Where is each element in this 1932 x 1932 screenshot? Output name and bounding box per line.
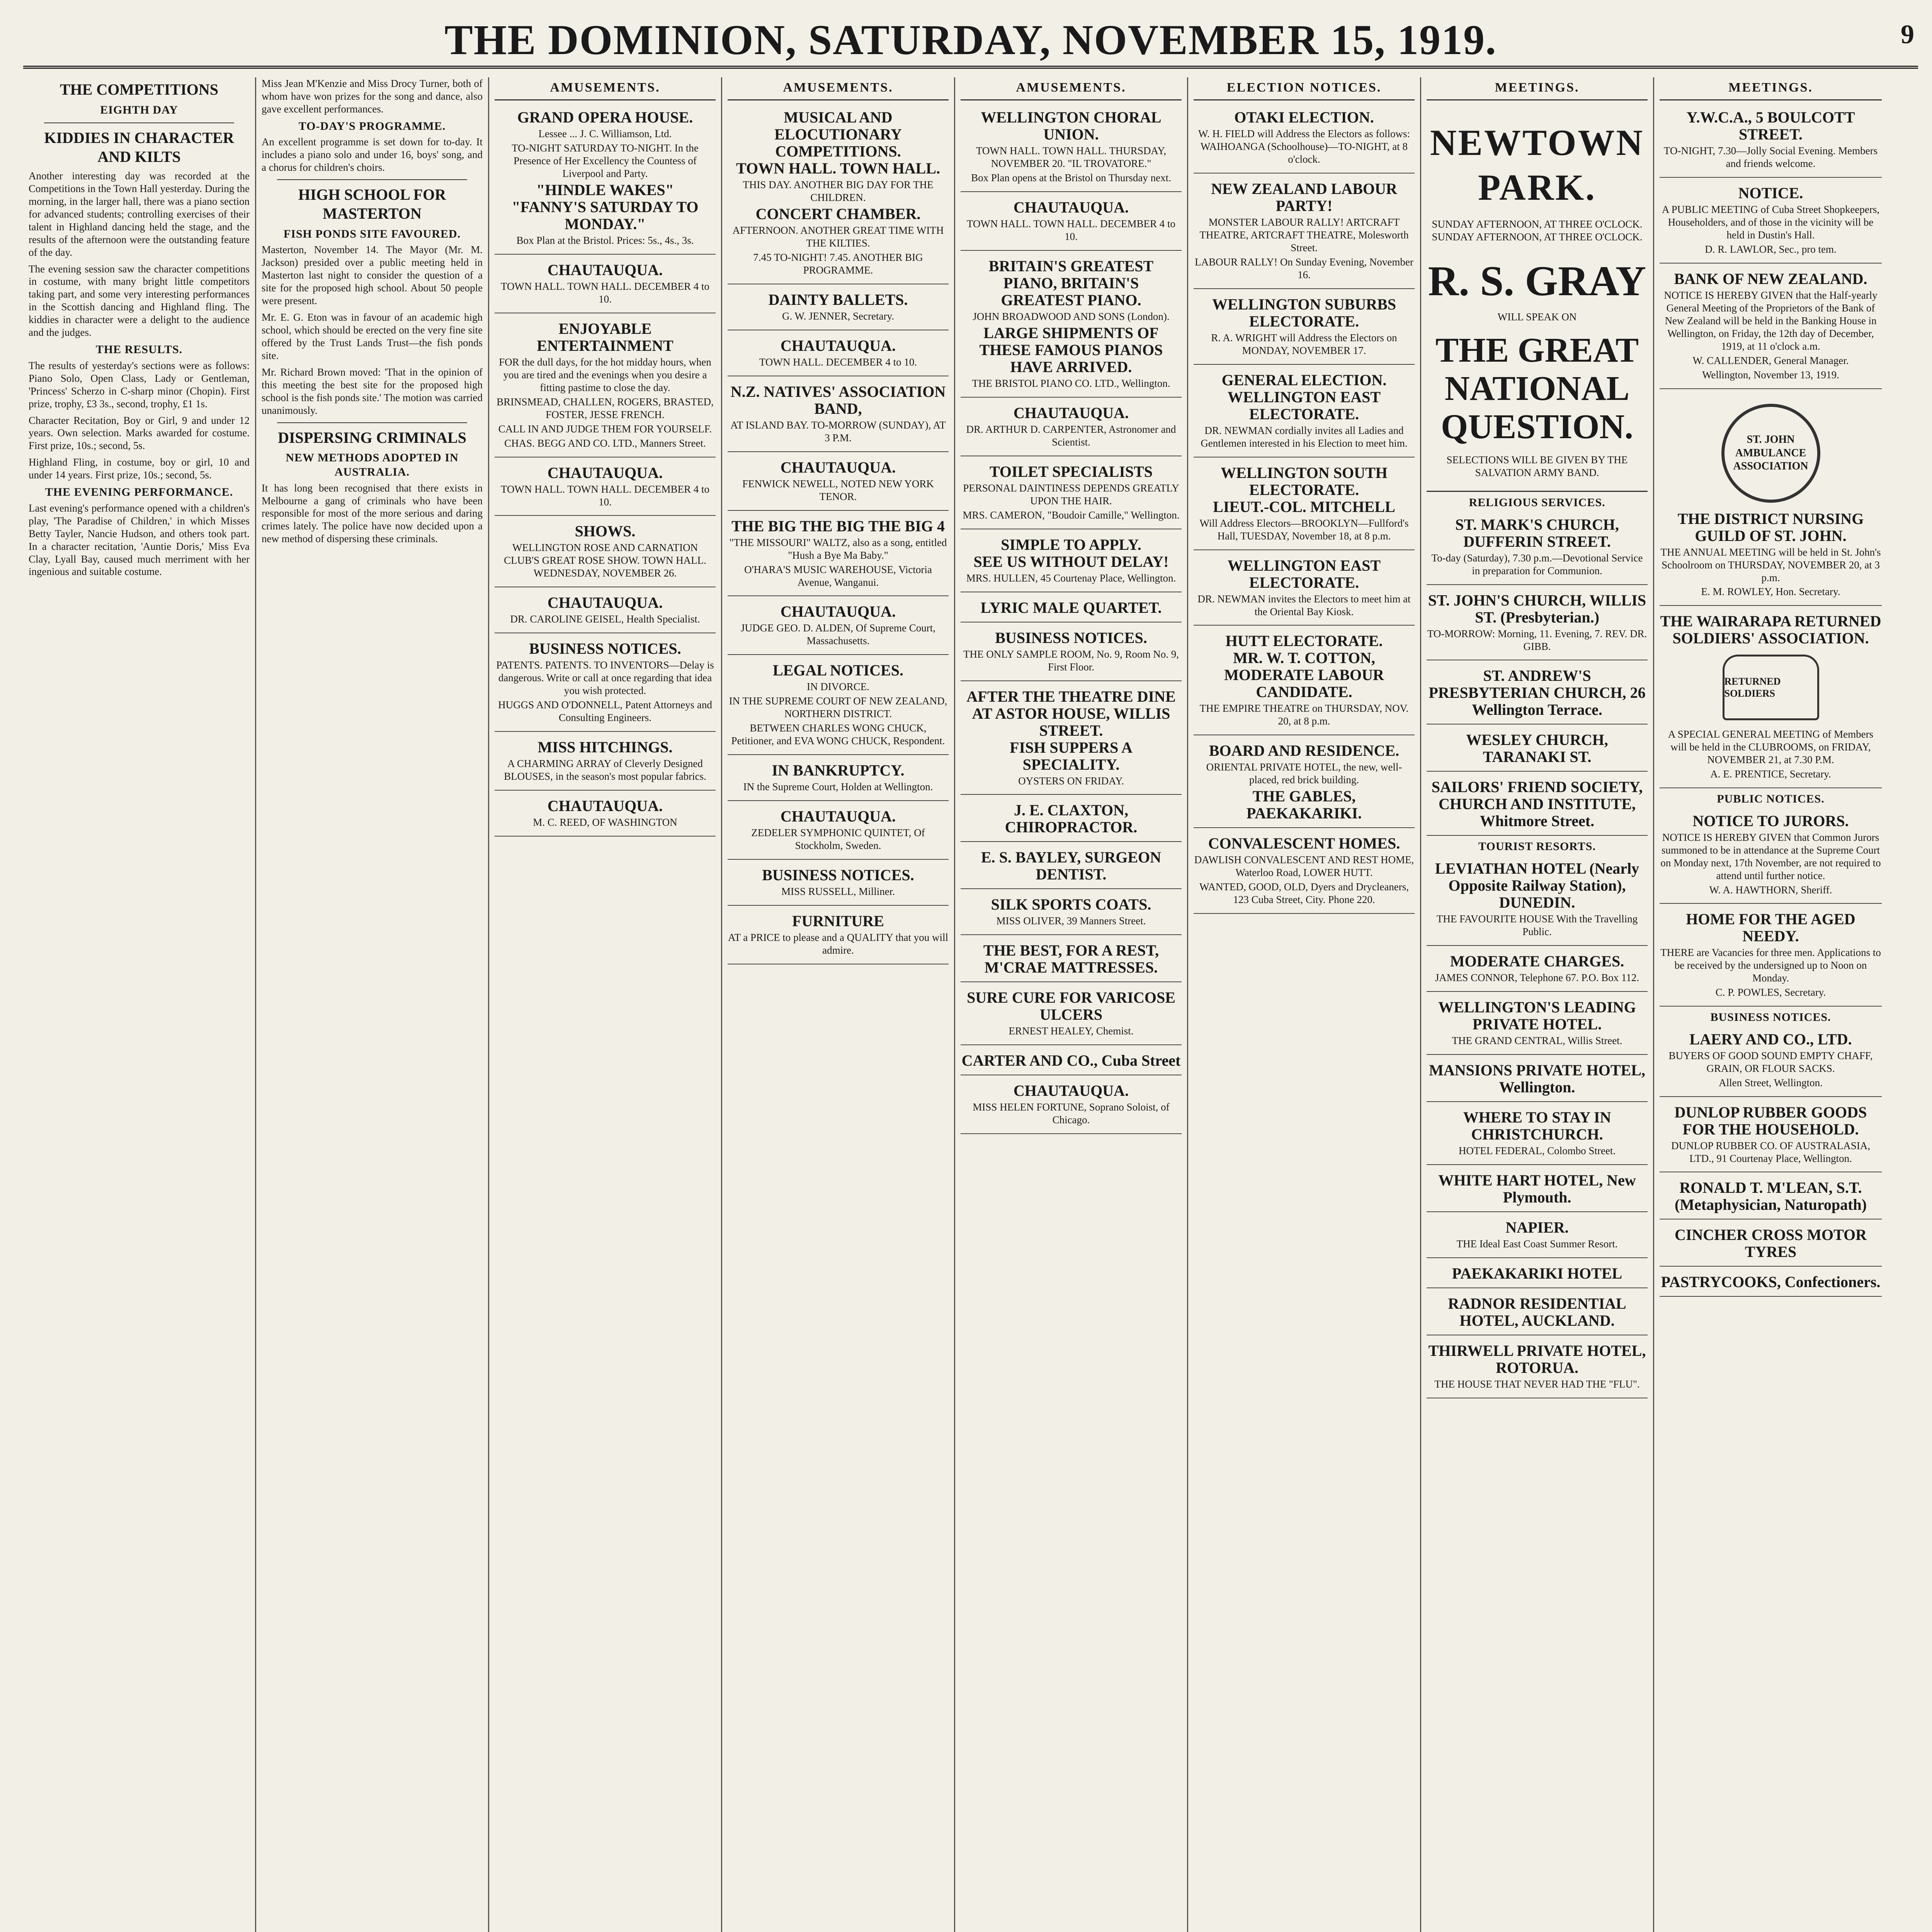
advertisement — [1427, 1168, 1648, 1212]
advertisement — [1427, 728, 1648, 772]
ad-text: PATENTS. PATENTS. TO INVENTORS—Delay is dangerous. Write or call at once regarding that idea you wish protected. — [496, 659, 714, 697]
ad-title: LAERY AND CO., LTD. — [1689, 1030, 1852, 1048]
article-subheading: FISH PONDS SITE FAVOURED. — [283, 227, 461, 240]
ad-title: WELLINGTON EAST ELECTORATE. — [1227, 556, 1381, 591]
advertisement — [1194, 177, 1415, 289]
ad-text: 7.45 TO-NIGHT! 7.45. ANOTHER BIG PROGRAMME. — [753, 252, 923, 276]
ad-text: A CHARMING ARRAY of Cleverly Designed BLOUSES, in the season's most popular fabrics. — [504, 757, 706, 782]
ad-title: CHAUTAUQUA. — [1013, 1082, 1129, 1100]
ad-title: CHAUTAUQUA. — [1013, 404, 1129, 422]
advertisement — [1660, 1223, 1882, 1267]
column-heading: MEETINGS. — [1660, 77, 1882, 100]
ad-text: TOWN HALL. DECEMBER 4 to 10. — [759, 356, 917, 368]
advertisement — [495, 794, 716, 837]
ad-text: O'HARA'S MUSIC WAREHOUSE, Victoria Avenue, Wanganui. — [744, 563, 932, 588]
advertisement — [728, 909, 949, 964]
section-heading: PUBLIC NOTICES. — [1717, 793, 1825, 806]
ad-text: DR. NEWMAN invites the Electors to meet him at the Oriental Bay Kiosk. — [1197, 593, 1411, 617]
ad-title: PASTRYCOOKS, Confectioners. — [1661, 1273, 1881, 1291]
ad-text: MISS OLIVER, 39 Manners Street. — [996, 915, 1146, 927]
ad-text: Allen Street, Wellington. — [1719, 1077, 1823, 1088]
advertisement — [728, 455, 949, 511]
ad-title: CHAUTAUQUA. — [780, 458, 896, 476]
masthead-title: THE DOMINION, SATURDAY, NOVEMBER 15, 1919. — [444, 16, 1497, 63]
st-john-badge-icon — [1721, 404, 1820, 503]
advertisement — [728, 333, 949, 376]
ad-text: WANTED, GOOD, OLD, Dyers and Drycleaners, 123 Cuba Street, City. Phone 220. — [1199, 881, 1409, 906]
ad-text: THE GRAND CENTRAL, Willis Street. — [1452, 1034, 1622, 1046]
ad-text: D. R. LAWLOR, Sec., pro tem. — [1705, 243, 1837, 255]
article-title: DISPERSING CRIMINALS — [278, 429, 466, 446]
advertisement — [1427, 1338, 1648, 1398]
advertisement — [961, 1048, 1182, 1075]
ad-text: AT ISLAND BAY. TO-MORROW (SUNDAY), AT 3 P.M. — [730, 419, 946, 444]
ad-title: BOARD AND RESIDENCE. — [1209, 742, 1400, 760]
ad-text: MRS. HULLEN, 45 Courtenay Place, Wellington. — [966, 572, 1176, 584]
advertisement — [495, 316, 716, 457]
ad-text: DR. CAROLINE GEISEL, Health Specialist. — [510, 613, 700, 625]
ad-title: ST. ANDREW'S PRESBYTERIAN CHURCH, 26 Wellington Terrace. — [1429, 667, 1646, 719]
advertisement — [1194, 831, 1415, 914]
advertisement — [1660, 1100, 1882, 1173]
advertisement — [495, 258, 716, 313]
advertisement — [1660, 1027, 1882, 1097]
article-subheading: THE RESULTS. — [95, 343, 183, 356]
ad-title: FURNITURE — [792, 912, 884, 930]
ad-text: SELECTIONS WILL BE GIVEN BY THE SALVATION ARMY BAND. — [1446, 454, 1628, 479]
ad-text: Lessee ... J. C. Williamson, Ltd. — [538, 128, 672, 140]
ad-title: WHERE TO STAY IN CHRISTCHURCH. — [1463, 1108, 1611, 1143]
ad-text: THE ANNUAL MEETING will be held in St. John's Schoolroom on THURSDAY, NOVEMBER 20, at 3 p.m. — [1660, 546, 1881, 583]
advertisement — [1660, 1175, 1882, 1219]
ad-text: THE EMPIRE THEATRE on THURSDAY, NOV. 20, at 8 p.m. — [1199, 702, 1409, 727]
ad-text: TOWN HALL. TOWN HALL. DECEMBER 4 to 10. — [501, 483, 709, 508]
ad-text: NOTICE IS HEREBY GIVEN that the Half-yearly General Meeting of the Proprietors of the Bank of New Zealand will be held in the Banking House in Wellington, on Friday, the 12th day of December, 1919, at 11 o'clock a.m. — [1664, 289, 1878, 352]
advertisement — [961, 105, 1182, 192]
ad-text: To-day (Saturday), 7.30 p.m.—Devotional Service in preparation for Communion. — [1431, 552, 1643, 577]
divider — [277, 179, 467, 180]
ad-title: SURE CURE FOR VARICOSE ULCERS — [967, 989, 1175, 1024]
advertisement — [728, 758, 949, 801]
ad-text: W. A. HAWTHORN, Sheriff. — [1709, 884, 1832, 896]
advertisement — [961, 985, 1182, 1045]
ad-text: IN the Supreme Court, Holden at Wellington. — [743, 781, 933, 793]
advertisement — [961, 684, 1182, 795]
ad-title: CHAUTAUQUA. — [1013, 199, 1129, 216]
advertisement — [1660, 907, 1882, 1007]
ad-title: THE DISTRICT NURSING GUILD OF ST. JOHN. — [1677, 510, 1864, 544]
advertisement — [1660, 181, 1882, 264]
advertisement — [1660, 609, 1882, 788]
ad-title: N.Z. NATIVES' ASSOCIATION BAND, — [730, 383, 946, 417]
ad-title: SHOWS. — [575, 522, 636, 540]
ad-text: BRINSMEAD, CHALLEN, ROGERS, BRASTED, FOSTER, JESSE FRENCH. — [497, 396, 714, 420]
ad-text: HOTEL FEDERAL, Colombo Street. — [1458, 1145, 1616, 1156]
article-title: HIGH SCHOOL FOR MASTERTON — [298, 186, 446, 223]
columns — [23, 77, 1918, 1932]
advertisement — [1660, 267, 1882, 389]
ad-text: SUNDAY AFTERNOON, AT THREE O'CLOCK. — [1432, 218, 1643, 230]
ad-text: FOR the dull days, for the hot midday hours, when you are tired and the evenings when you desire a fitting pastime to close the day. — [499, 356, 711, 393]
advertisement — [1427, 1058, 1648, 1102]
advertisement — [1427, 1105, 1648, 1165]
ad-text: ERNEST HEALEY, Chemist. — [1009, 1025, 1134, 1037]
ad-text: W. H. FIELD will Address the Electors as follows: WAIHOANGA (Schoolhouse)—TO-NIGHT, at 8 o'clock. — [1198, 128, 1410, 165]
advertisement — [961, 845, 1182, 889]
meeting-advertisement — [1427, 105, 1648, 492]
column-5 — [955, 77, 1188, 1932]
ad-title: LEVIATHAN HOTEL (Nearly Opposite Railway Station), DUNEDIN. — [1435, 860, 1639, 912]
advertisement — [495, 519, 716, 587]
advertisement — [728, 514, 949, 597]
ad-title: "FANNY'S SATURDAY TO MONDAY." — [512, 198, 699, 233]
section-subheading: EIGHTH DAY — [100, 103, 178, 116]
ad-title: WELLINGTON SUBURBS ELECTORATE. — [1212, 295, 1396, 330]
ad-text: THE Ideal East Coast Summer Resort. — [1456, 1238, 1618, 1250]
ad-title: CINCHER CROSS MOTOR TYRES — [1674, 1226, 1867, 1261]
advertisement — [1194, 292, 1415, 365]
ad-text: IN THE SUPREME COURT OF NEW ZEALAND, NORTHERN DISTRICT. — [729, 695, 947, 720]
ad-title: OTAKI ELECTION. — [1234, 109, 1374, 126]
ad-text: JAMES CONNOR, Telephone 67. P.O. Box 112. — [1435, 971, 1639, 983]
ad-title: CONCERT CHAMBER. — [755, 205, 921, 223]
ad-title: BUSINESS NOTICES. — [762, 866, 914, 884]
ad-text: Wellington, November 13, 1919. — [1702, 369, 1839, 381]
ad-text: THE BRISTOL PIANO CO. LTD., Wellington. — [972, 378, 1170, 389]
column-heading: MEETINGS. — [1427, 77, 1648, 100]
ad-title: NOTICE TO JURORS. — [1692, 812, 1849, 830]
advertisement — [961, 1078, 1182, 1134]
ad-title: SIMPLE TO APPLY. — [1001, 536, 1141, 553]
article-paragraph: Mr. E. G. Eton was in favour of an academic high school, which should be erected on the very fine site offered by the Trust Lands Trust—the fish ponds site. — [262, 311, 483, 361]
advertisement — [728, 379, 949, 452]
ad-title: THE BEST, FOR A REST, M'CRAE MATTRESSES. — [983, 942, 1159, 976]
ad-title: TOILET SPECIALISTS — [989, 463, 1153, 480]
article-subheading: THE EVENING PERFORMANCE. — [45, 486, 233, 499]
ad-text: TO-MORROW: Morning, 11. Evening, 7. REV. DR. GIBB. — [1427, 628, 1647, 652]
advertisement — [495, 590, 716, 633]
ad-title: CHAUTAUQUA. — [547, 261, 663, 279]
column-4 — [722, 77, 955, 1932]
ad-title: GENERAL ELECTION. — [1221, 371, 1387, 389]
ad-text: WELLINGTON ROSE AND CARNATION CLUB'S GREAT ROSE SHOW. TOWN HALL. WEDNESDAY, NOVEMBER 26. — [504, 542, 706, 579]
advertisement — [1194, 553, 1415, 626]
speaker-name: R. S. GRAY — [1428, 257, 1646, 305]
ad-title: CONVALESCENT HOMES. — [1208, 835, 1400, 852]
section-heading: TOURIST RESORTS. — [1478, 840, 1596, 853]
ad-title: NOTICE. — [1738, 184, 1803, 202]
ad-title: WELLINGTON EAST ELECTORATE. — [1227, 388, 1381, 423]
advertisement — [1427, 512, 1648, 585]
ad-text: "THE MISSOURI" WALTZ, also as a song, entitled "Hush a Bye Ma Baby." — [729, 536, 947, 561]
advertisement — [961, 532, 1182, 592]
ad-title: CHAUTAUQUA. — [547, 594, 663, 612]
advertisement — [495, 636, 716, 732]
article-title: KIDDIES IN CHARACTER AND KILTS — [44, 129, 234, 166]
column-1 — [23, 77, 256, 1932]
advertisement — [1660, 392, 1882, 606]
ad-text: MISS HELEN FORTUNE, Soprano Soloist, of Chicago. — [973, 1101, 1170, 1126]
ad-text: ZEDELER SYMPHONIC QUINTET, Of Stockholm, Sweden. — [751, 827, 925, 851]
ad-text: BUYERS OF GOOD SOUND EMPTY CHAFF, GRAIN, OR FLOUR SACKS. — [1668, 1049, 1873, 1074]
ad-title: SILK SPORTS COATS. — [991, 896, 1151, 913]
ad-title: "HINDLE WAKES" — [536, 181, 674, 199]
advertisement — [961, 254, 1182, 398]
ad-title: WELLINGTON SOUTH ELECTORATE. — [1221, 464, 1388, 498]
ad-title: BRITAIN'S GREATEST PIANO, BRITAIN'S GREATEST PIANO. — [988, 257, 1154, 309]
ad-text: THE HOUSE THAT NEVER HAD THE "FLU". — [1434, 1378, 1640, 1390]
ad-title: BANK OF NEW ZEALAND. — [1674, 270, 1867, 288]
article-paragraph: Mr. Richard Brown moved: 'That in the opinion of this meeting the best site for the proposed high school is the fish ponds site.' The motion was carried unanimously. — [262, 366, 483, 416]
ad-title: THE WAIRARAPA RETURNED SOLDIERS' ASSOCIATION. — [1660, 612, 1881, 647]
ad-text: PERSONAL DAINTINESS DEPENDS GREATLY UPON THE HAIR. — [963, 482, 1179, 507]
ad-title: DUNLOP RUBBER GOODS FOR THE HOUSEHOLD. — [1674, 1103, 1867, 1138]
article-subheading: NEW METHODS ADOPTED IN AUSTRALIA. — [286, 451, 459, 478]
column-heading: AMUSEMENTS. — [495, 77, 716, 100]
ad-title: Y.W.C.A., 5 BOULCOTT STREET. — [1686, 109, 1855, 143]
ad-title: CARTER AND CO., Cuba Street — [961, 1052, 1181, 1070]
ad-title: THE GABLES, PAEKAKARIKI. — [1246, 787, 1362, 822]
advertisement — [961, 459, 1182, 529]
ad-title: E. S. BAYLEY, SURGEON DENTIST. — [981, 849, 1162, 883]
ad-title: LIEUT.-COL. MITCHELL — [1213, 498, 1395, 515]
ad-title: NEW ZEALAND LABOUR PARTY! — [1211, 180, 1397, 215]
divider — [44, 122, 234, 123]
advertisement — [495, 735, 716, 791]
ad-text: THE FAVOURITE HOUSE With the Travelling Public. — [1436, 913, 1638, 937]
advertisement — [1427, 1215, 1648, 1258]
ad-text: OYSTERS ON FRIDAY. — [1018, 775, 1124, 787]
advertisement — [728, 804, 949, 860]
advertisement — [728, 287, 949, 330]
divider — [277, 422, 467, 423]
column-heading: ELECTION NOTICES. — [1194, 77, 1415, 100]
ad-title: SAILORS' FRIEND SOCIETY, CHURCH AND INSTITUTE, Whitmore Street. — [1431, 778, 1643, 830]
ad-text: IN DIVORCE. — [807, 681, 869, 693]
ad-title: MANSIONS PRIVATE HOTEL, Wellington. — [1429, 1061, 1645, 1096]
ad-title: CHAUTAUQUA. — [780, 603, 896, 621]
ad-title: BUSINESS NOTICES. — [529, 640, 681, 658]
advertisement — [1194, 105, 1415, 173]
ad-title: PAEKAKARIKI HOTEL — [1452, 1264, 1622, 1282]
ad-text: A. E. PRENTICE, Secretary. — [1710, 768, 1831, 780]
ad-text: CALL IN AND JUDGE THEM FOR YOURSELF. — [498, 423, 712, 435]
advertisement — [1194, 738, 1415, 828]
article-paragraph: Last evening's performance opened with a children's play, 'The Paradise of Children,' in which Misses Betty Tayler, Nancie Hudson, and others took part. In a character recitation, 'Auntie Doris,' Miss Eva Clay, Lyall Bay, caused much merriment with her ingenious and suitable costume. — [29, 502, 250, 578]
ad-text: THE ONLY SAMPLE ROOM, No. 9, Room No. 9, First Floor. — [963, 648, 1179, 673]
ad-title: LYRIC MALE QUARTET. — [980, 599, 1162, 616]
section-heading: BUSINESS NOTICES. — [1710, 1011, 1831, 1024]
ad-title: RADNOR RESIDENTIAL HOTEL, AUCKLAND. — [1448, 1294, 1626, 1329]
ad-title: LARGE SHIPMENTS OF THESE FAMOUS PIANOS HAVE ARRIVED. — [979, 324, 1163, 376]
ad-title: CHAUTAUQUA. — [547, 797, 663, 815]
column-2 — [256, 77, 489, 1932]
ad-text: TOWN HALL. TOWN HALL. THURSDAY, NOVEMBER 20. "IL TROVATORE." — [976, 145, 1167, 170]
article-paragraph: Highland Fling, in costume, boy or girl, 10 and under 14 years. First prize, 10s.; second, 5s. — [29, 456, 250, 481]
ad-title: ST. JOHN'S CHURCH, WILLIS ST. (Presbyterian.) — [1428, 591, 1646, 626]
ad-title: HOME FOR THE AGED NEEDY. — [1686, 910, 1855, 945]
ad-title: GRAND OPERA HOUSE. — [517, 109, 693, 126]
ad-title: FISH SUPPERS A SPECIALITY. — [1010, 738, 1133, 773]
ad-title: WELLINGTON CHORAL UNION. — [981, 109, 1162, 143]
ad-text: THIS DAY. ANOTHER BIG DAY FOR THE CHILDREN. — [743, 179, 934, 204]
article-paragraph: Masterton, November 14. The Mayor (Mr. M. Jackson) presided over a public meeting held in Masterton last night to consider the question of a site for the proposed high school. About 50 people were present. — [262, 244, 483, 307]
masthead — [23, 12, 1918, 69]
section-heading: THE COMPETITIONS — [60, 81, 219, 98]
advertisement — [1660, 809, 1882, 904]
ad-text: AFTERNOON. ANOTHER GREAT TIME WITH THE KILTIES. — [732, 224, 944, 249]
ad-text: G. W. JENNER, Secretary. — [782, 310, 894, 322]
ad-text: THERE are Vacancies for three men. Applications to be received by the undersigned up to Noon on Monday. — [1660, 947, 1881, 984]
ad-title: TOWN HALL. TOWN HALL. — [736, 160, 940, 177]
advertisement — [1427, 588, 1648, 661]
ad-title: WHITE HART HOTEL, New Plymouth. — [1438, 1171, 1636, 1206]
ad-text: FENWICK NEWELL, NOTED NEW YORK TENOR. — [742, 478, 934, 502]
ad-text: CHAS. BEGG AND CO. LTD., Manners Street. — [504, 437, 706, 449]
ad-title: HUTT ELECTORATE. — [1225, 632, 1383, 650]
ad-text: ORIENTAL PRIVATE HOTEL, the new, well-placed, red brick building. — [1206, 761, 1402, 786]
advertisement — [1427, 856, 1648, 946]
ad-text: BETWEEN CHARLES WONG CHUCK, Petitioner, and EVA WONG CHUCK, Respondent. — [731, 722, 945, 747]
advertisement — [1427, 995, 1648, 1055]
advertisement — [728, 105, 949, 284]
ad-title: THE GREAT NATIONAL QUESTION. — [1435, 331, 1639, 446]
article-subheading: TO-DAY'S PROGRAMME. — [298, 119, 446, 133]
ad-title: AFTER THE THEATRE DINE AT ASTOR HOUSE, WILLIS STREET. — [966, 687, 1176, 739]
advertisement — [961, 401, 1182, 456]
advertisement — [728, 863, 949, 906]
ad-title: RONALD T. M'LEAN, S.T. (Metaphysician, Naturopath) — [1674, 1179, 1867, 1214]
ad-title: CHAUTAUQUA. — [547, 464, 663, 481]
ad-title: MR. W. T. COTTON, MODERATE LABOUR CANDIDATE. — [1224, 649, 1384, 701]
section-heading: RELIGIOUS SERVICES. — [1469, 496, 1605, 509]
ad-title: SEE US WITHOUT DELAY! — [973, 553, 1169, 570]
article-paragraph: Another interesting day was recorded at the Competitions in the Town Hall yesterday. During the morning, in the larger hall, there was a piano section for advanced students; controlling exercises of their talent in Highland dancing held the stage, and the results of the afternoon were the outstanding feature of the day. — [29, 170, 250, 258]
ad-text: DUNLOP RUBBER CO. OF AUSTRALASIA, LTD., 91 Courtenay Place, Wellington. — [1671, 1139, 1871, 1164]
ad-text: JUDGE GEO. D. ALDEN, Of Supreme Court, Massachusetts. — [741, 622, 935, 647]
advertisement — [961, 595, 1182, 622]
ad-text: R. A. WRIGHT will Address the Electors on MONDAY, NOVEMBER 17. — [1211, 332, 1397, 356]
ad-title: ENJOYABLE ENTERTAINMENT — [537, 320, 673, 355]
ad-text: TOWN HALL. TOWN HALL. DECEMBER 4 to 10. — [501, 281, 709, 305]
ad-text: DAWLISH CONVALESCENT AND REST HOME, Waterloo Road, LOWER HUTT. — [1194, 854, 1414, 879]
advertisement — [961, 798, 1182, 842]
advertisement — [1427, 663, 1648, 724]
ad-title: MUSICAL AND ELOCUTIONARY COMPETITIONS. — [774, 109, 902, 160]
advertisement — [1194, 629, 1415, 735]
ad-text: Box Plan at the Bristol. Prices: 5s., 4s., 3s. — [516, 235, 694, 247]
ad-title: CHAUTAUQUA. — [780, 337, 896, 355]
ad-title: IN BANKRUPTCY. — [772, 762, 905, 779]
advertisement — [1427, 949, 1648, 992]
ad-title: THE BIG THE BIG THE BIG 4 — [731, 517, 945, 535]
advertisement — [495, 461, 716, 516]
ad-text: MISS RUSSELL, Milliner. — [781, 885, 895, 897]
column-heading: AMUSEMENTS. — [728, 77, 949, 100]
ad-text: Will Address Electors—BROOKLYN—Fullford's Hall, TUESDAY, November 18, at 8 p.m. — [1199, 517, 1409, 542]
ad-text: M. C. REED, OF WASHINGTON — [533, 816, 677, 828]
badge-text: ST. JOHN AMBULANCE ASSOCIATION — [1733, 434, 1808, 472]
column-8 — [1654, 77, 1887, 1932]
ad-title: MISS HITCHINGS. — [537, 738, 673, 756]
ad-text: DR. ARTHUR D. CARPENTER, Astronomer and Scientist. — [966, 423, 1176, 448]
ad-title: BUSINESS NOTICES. — [995, 629, 1147, 646]
ad-text: JOHN BROADWOOD AND SONS (London). — [973, 311, 1170, 323]
advertisement — [961, 938, 1182, 982]
ad-text: E. M. ROWLEY, Hon. Secretary. — [1701, 586, 1840, 598]
page-number: 9 — [1901, 20, 1914, 49]
column-3 — [489, 77, 722, 1932]
ad-text: TOWN HALL. TOWN HALL. DECEMBER 4 to 10. — [967, 218, 1175, 243]
ad-text: LABOUR RALLY! On Sunday Evening, November 16. — [1195, 256, 1413, 281]
advertisement — [961, 626, 1182, 681]
ad-text: TO-NIGHT SATURDAY TO-NIGHT. In the Presence of Her Excellency the Countess of Liverpool and Party. — [512, 142, 699, 180]
advertisement — [728, 658, 949, 755]
ad-title: THIRWELL PRIVATE HOTEL, ROTORUA. — [1428, 1342, 1646, 1376]
ad-title: WESLEY CHURCH, TARANAKI ST. — [1466, 731, 1608, 766]
article-paragraph: Character Recitation, Boy or Girl, 9 and under 12 years. Own selection. Marks awarded for costume. First prize, 10s.; second, 5s. — [29, 414, 250, 452]
ad-text: MONSTER LABOUR RALLY! ARTCRAFT THEATRE, ARTCRAFT THEATRE, Molesworth Street. — [1199, 216, 1409, 254]
ad-text: SUNDAY AFTERNOON, AT THREE O'CLOCK. — [1432, 231, 1643, 243]
crest-text: RETURNED SOLDIERS — [1724, 675, 1781, 699]
column-heading: AMUSEMENTS. — [961, 77, 1182, 100]
ad-title: LEGAL NOTICES. — [773, 662, 903, 679]
article-paragraph: The results of yesterday's sections were as follows: Piano Solo, Open Class, Lady or Gentleman, 'Princess' Scherzo in C-sharp minor (Chopin). First prize, trophy, £3 3s., second, trophy, £1 1s. — [29, 359, 250, 410]
advertisement — [1194, 461, 1415, 550]
article-paragraph: Miss Jean M'Kenzie and Miss Drocy Turner, both of whom have won prizes for the song and dance, also gave excellent performances. — [262, 78, 483, 115]
ad-text: W. CALLENDER, General Manager. — [1692, 354, 1849, 366]
advertisement — [728, 599, 949, 655]
advertisement — [1427, 1261, 1648, 1288]
article-paragraph: The evening session saw the character competitions in costume, with many bright little competitors taking part, and some very interesting performances in the Scottish dancing and Highland fling. The kiddies in character were a delight to the audience and the judges. — [29, 263, 250, 338]
column-7 — [1421, 77, 1654, 1932]
advertisement — [961, 892, 1182, 935]
ad-text: A SPECIAL GENERAL MEETING of Members will be held in the CLUBROOMS, on FRIDAY, NOVEMBER 21, at 7.30 P.M. — [1668, 728, 1874, 766]
ad-text: MRS. CAMERON, "Boudoir Camille," Wellington. — [963, 509, 1180, 521]
advertisement — [1194, 368, 1415, 457]
ad-title: MODERATE CHARGES. — [1450, 952, 1624, 970]
ad-text: DR. NEWMAN cordially invites all Ladies and Gentlemen interested in his Election to meet him. — [1201, 424, 1408, 449]
advertisement — [1660, 105, 1882, 178]
ad-title: NEWTOWN PARK. — [1430, 122, 1645, 208]
ad-title: J. E. CLAXTON, CHIROPRACTOR. — [1005, 801, 1138, 836]
returned-soldiers-crest-icon — [1723, 655, 1819, 720]
ad-text: NOTICE IS HEREBY GIVEN that Common Jurors summoned to be in attendance at the Supreme Court on Monday next, 17th November, are not required to attend until further notice. — [1660, 831, 1881, 881]
ad-title: NAPIER. — [1505, 1218, 1569, 1236]
ad-title: ST. MARK'S CHURCH, DUFFERIN STREET. — [1455, 515, 1619, 550]
advertisement — [1427, 1291, 1648, 1335]
advertisement — [1427, 775, 1648, 836]
ad-title: WELLINGTON'S LEADING PRIVATE HOTEL. — [1438, 998, 1636, 1033]
article-paragraph: It has long been recognised that there exists in Melbourne a gang of criminals who have been responsible for most of the more serious and daring crimes lately. The police have now decided upon a new method of dispersing these criminals. — [262, 482, 483, 545]
article-paragraph: An excellent programme is set down for to-day. It includes a piano solo and under 16, boys' song, and a chorus for children's choirs. — [262, 136, 483, 173]
ad-text: TO-NIGHT, 7.30—Jolly Social Evening. Members and friends welcome. — [1663, 145, 1878, 170]
ad-title: CHAUTAUQUA. — [780, 807, 896, 825]
advertisement — [961, 195, 1182, 251]
ad-text: C. P. POWLES, Secretary. — [1715, 986, 1826, 998]
ad-text: AT a PRICE to please and a QUALITY that you will admire. — [728, 931, 948, 956]
ad-text: WILL SPEAK ON — [1497, 311, 1577, 323]
ad-title: DAINTY BALLETS. — [768, 291, 908, 309]
ad-text: A PUBLIC MEETING of Cuba Street Shopkeepers, Householders, and of those in the vicinity will be held in Dustin's Hall. — [1662, 204, 1880, 241]
ad-text: HUGGS AND O'DONNELL, Patent Attorneys and Consulting Engineers. — [498, 699, 712, 723]
advertisement — [1660, 1270, 1882, 1297]
advertisement — [495, 105, 716, 255]
column-6 — [1188, 77, 1421, 1932]
ad-text: Box Plan opens at the Bristol on Thursday next. — [971, 172, 1171, 184]
